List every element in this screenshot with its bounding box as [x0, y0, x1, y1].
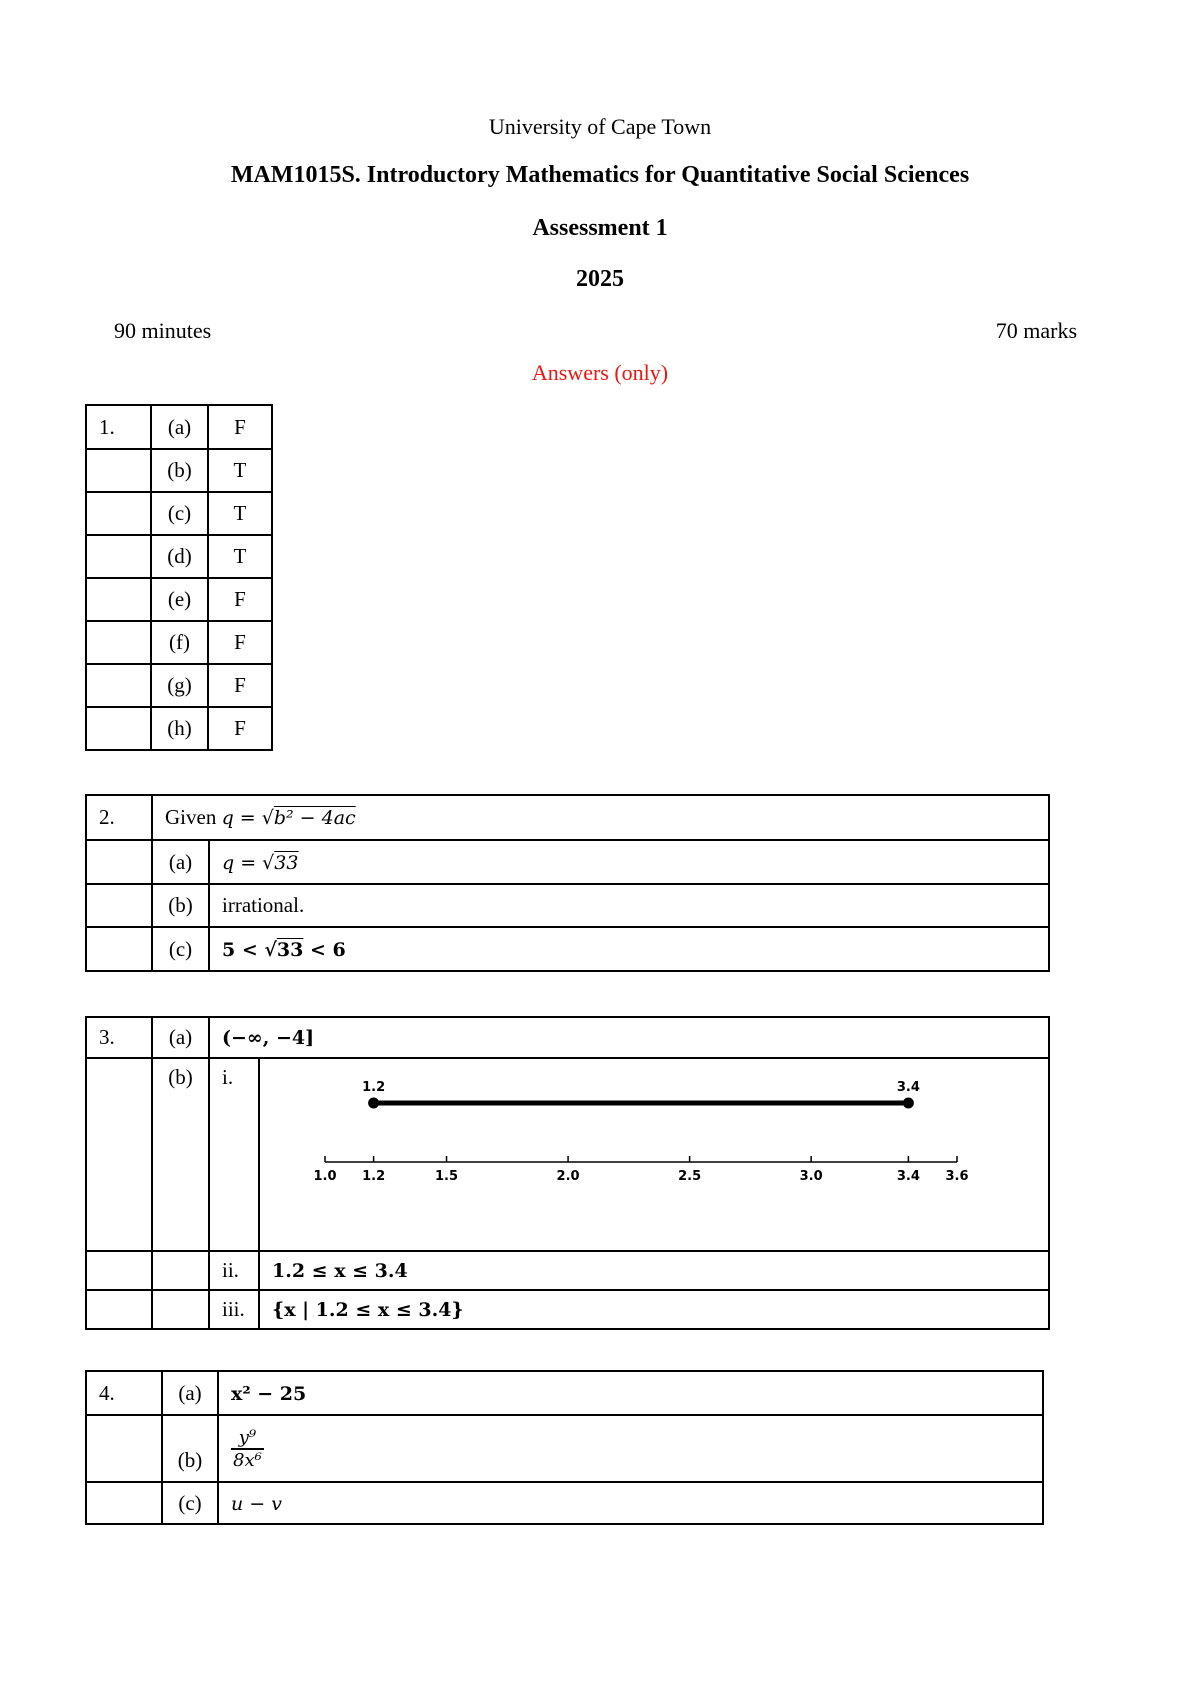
table-row: [86, 664, 272, 707]
q2-answer-a: q = √33: [209, 840, 1049, 884]
q1-answer: F: [208, 578, 272, 621]
q2-given: Given q = √b² − 4ac: [152, 795, 1049, 840]
q1-number: 1.: [86, 405, 151, 449]
total-marks: 70 marks: [995, 318, 1077, 343]
q2-part: (c): [152, 927, 209, 971]
q1-part: (b): [151, 449, 208, 492]
q3-sub-label: i.: [209, 1058, 259, 1251]
table-row: [86, 884, 1049, 927]
tick-label: 2.0: [556, 1169, 580, 1184]
q2-number: 2.: [86, 795, 152, 840]
q1-part: (g): [151, 664, 208, 707]
q3-table: [85, 1016, 1050, 1330]
course-title: MAM1015S. Introductory Mathematics for Quantitative Social Sciences: [230, 162, 970, 188]
q1-answer: T: [208, 449, 272, 492]
q4-answer-b: [218, 1415, 1043, 1482]
interval-endpoint: [903, 1098, 914, 1109]
table-row: [86, 535, 272, 578]
q4-part: (c): [162, 1482, 218, 1524]
table-row: [86, 578, 272, 621]
table-row: [86, 1017, 1049, 1058]
endpoint-label: 3.4: [896, 1080, 920, 1095]
table-row: [86, 795, 1049, 840]
q3-part: (a): [152, 1017, 209, 1058]
table-row: [86, 621, 272, 664]
q3-answer-iii: {x | 1.2 ≤ x ≤ 3.4}: [259, 1290, 1049, 1329]
q3-answer-ii: 1.2 ≤ x ≤ 3.4: [259, 1251, 1049, 1290]
q2-part: (b): [152, 884, 209, 927]
given-label: Given: [165, 805, 217, 829]
university-name: University of Cape Town: [488, 114, 712, 139]
number-line-cell: [259, 1058, 1049, 1251]
table-row: [86, 1290, 1049, 1329]
table-row: [86, 927, 1049, 971]
year: 2025: [576, 266, 624, 292]
q1-answer: F: [208, 405, 272, 449]
tick-label: 3.6: [945, 1169, 969, 1184]
q1-part: (f): [151, 621, 208, 664]
interval-endpoint: [368, 1098, 379, 1109]
table-row: [86, 1415, 1043, 1482]
q4-answer-a: x² − 25: [218, 1371, 1043, 1415]
q1-answer: T: [208, 535, 272, 578]
q3-sub-label: ii.: [209, 1251, 259, 1290]
given-lhs: q =: [221, 807, 262, 829]
q1-part: (c): [151, 492, 208, 535]
tick-label: 1.5: [435, 1169, 459, 1184]
fraction: $\frac{\text{y⁹}}{\text{8x⁶}}$: [233, 1426, 262, 1471]
given-radicand: b² − 4ac: [273, 807, 356, 829]
q3-sub-label: iii.: [209, 1290, 259, 1329]
tick-label: 1.0: [313, 1169, 337, 1184]
table-row: [86, 707, 272, 750]
q1-part: (d): [151, 535, 208, 578]
q2-answer-c: 5 < √33 < 6: [209, 927, 1049, 971]
table-row: [86, 1251, 1049, 1290]
table-row: [86, 1482, 1043, 1524]
q4-part: (a): [162, 1371, 218, 1415]
q3-part: (b): [152, 1058, 209, 1251]
q2-part: (a): [152, 840, 209, 884]
answers-note: Answers (only): [531, 360, 669, 385]
duration: 90 minutes: [114, 318, 212, 343]
q1-part: (a): [151, 405, 208, 449]
number-line-chart: [260, 1059, 1047, 1244]
q3-number: 3.: [86, 1017, 152, 1058]
q1-answer: T: [208, 492, 272, 535]
endpoint-label: 1.2: [362, 1080, 386, 1095]
q1-table: [85, 404, 273, 751]
tick-label: 3.4: [896, 1169, 920, 1184]
q1-part: (h): [151, 707, 208, 750]
q2-answer-b: irrational.: [209, 884, 1049, 927]
assessment-title: Assessment 1: [532, 215, 668, 241]
tick-label: 3.0: [799, 1169, 823, 1184]
table-row: [86, 1371, 1043, 1415]
q1-part: (e): [151, 578, 208, 621]
q3-answer-a: (−∞, −4]: [209, 1017, 1049, 1058]
table-row: [86, 840, 1049, 884]
tick-label: 2.5: [678, 1169, 702, 1184]
q1-answer: F: [208, 664, 272, 707]
q4-table: [85, 1370, 1044, 1525]
tick-label: 1.2: [362, 1169, 386, 1184]
q2-table: [85, 794, 1050, 972]
q1-answer: F: [208, 707, 272, 750]
q4-answer-c: u − v: [218, 1482, 1043, 1524]
table-row: [86, 449, 272, 492]
table-row: [86, 405, 272, 449]
table-row: [86, 492, 272, 535]
table-row: [86, 1058, 1049, 1251]
q4-number: 4.: [86, 1371, 162, 1415]
q1-answer: F: [208, 621, 272, 664]
q4-part: (b): [162, 1415, 218, 1482]
